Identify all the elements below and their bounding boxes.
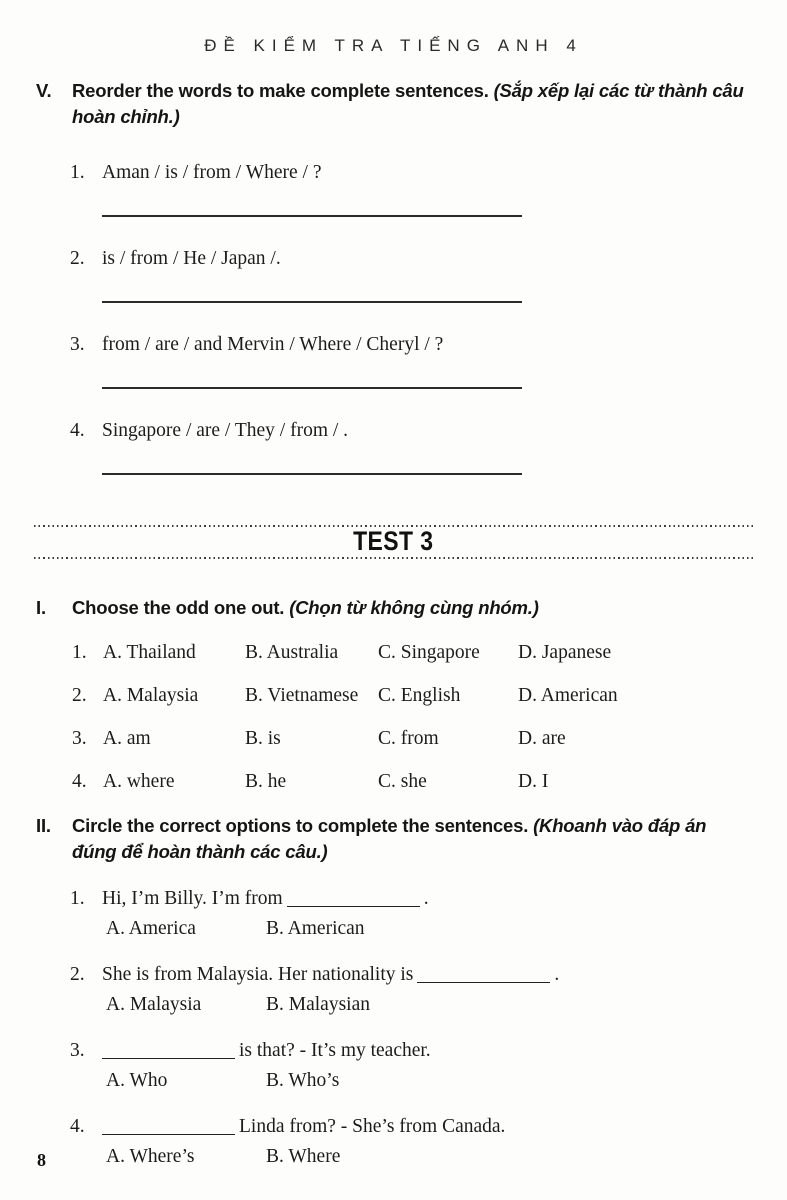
sentence-post: is that? - It’s my teacher. (239, 1040, 431, 1062)
circle-options-4 (106, 1145, 753, 1169)
fill-blank (417, 980, 550, 983)
sentence (102, 963, 559, 987)
option-c: C. she (378, 770, 427, 792)
sentence-post: Linda from? - She’s from Canada. (239, 1116, 506, 1138)
option-a: A. Who (106, 1070, 168, 1092)
option-b: B. is (245, 727, 281, 749)
option-b: B. Australia (245, 641, 339, 663)
reorder-words: from / are / and Mervin / Where / Cheryl / ? (102, 333, 444, 355)
option-a: A. Malaysia (106, 994, 202, 1016)
sentence-post: . (423, 888, 429, 910)
option-b: B. he (245, 770, 287, 792)
item-number: 1. (70, 888, 85, 910)
section-v-title (72, 78, 747, 131)
odd-row-4 (72, 770, 767, 794)
item-number: 1. (72, 641, 87, 663)
circle-options-1 (106, 917, 753, 941)
item-number: 1. (70, 161, 85, 183)
odd-row-3 (72, 727, 767, 751)
answer-line-3 (102, 387, 522, 389)
item-number: 2. (70, 964, 85, 986)
section-v-heading (36, 78, 747, 131)
option-d: D. are (518, 727, 566, 749)
item-number: 4. (70, 419, 85, 441)
book-title: ĐỀ KIỂM TRA TIẾNG ANH 4 (204, 36, 583, 55)
sentence-pre: Hi, I’m Billy. I’m from (102, 888, 283, 910)
option-a: A. Where’s (106, 1146, 195, 1168)
odd-one-out-rows (72, 641, 767, 794)
reorder-item-3 (70, 333, 747, 357)
option-d: D. Japanese (518, 641, 612, 663)
option-a: A. America (106, 918, 196, 940)
item-number: 2. (70, 247, 85, 269)
fill-blank (102, 1132, 235, 1135)
circle-item-4 (70, 1115, 753, 1139)
section-i-title (72, 595, 747, 621)
option-a: A. am (103, 727, 151, 749)
reorder-words: is / from / He / Japan /. (102, 247, 281, 269)
section-ii-title-en: Circle the correct options to complete the sentences. (72, 814, 534, 836)
odd-row-2 (72, 684, 767, 708)
section-v-number: V. (36, 80, 52, 101)
circle-item-2 (70, 963, 753, 987)
test-title-row (34, 527, 753, 557)
option-c: C. English (378, 684, 461, 706)
reorder-item-1 (70, 161, 747, 185)
test-title: TEST 3 (353, 526, 434, 557)
section-i-title-en: Choose the odd one out. (72, 596, 290, 618)
answer-line-1 (102, 215, 522, 217)
circle-options-2 (106, 993, 753, 1017)
fill-blank (287, 904, 420, 907)
reorder-words: Singapore / are / They / from / . (102, 419, 349, 441)
item-number: 4. (70, 1116, 85, 1138)
sentence (102, 1039, 431, 1063)
page-number: 8 (37, 1150, 46, 1170)
odd-row-1 (72, 641, 767, 665)
option-a: A. Thailand (103, 641, 196, 663)
item-number: 3. (70, 333, 85, 355)
sentence (102, 887, 429, 911)
option-b: B. Where (266, 1146, 341, 1168)
circle-options-3 (106, 1069, 753, 1093)
section-v-title-vi: (Sắp xếp lại các từ thành câu hoàn chỉnh.) (72, 80, 744, 128)
reorder-words: Aman / is / from / Where / ? (102, 161, 322, 183)
section-i-title-vi: (Chọn từ không cùng nhóm.) (289, 596, 539, 618)
circle-item-3 (70, 1039, 753, 1063)
option-a: A. where (103, 770, 175, 792)
item-number: 3. (70, 1040, 85, 1062)
item-number: 3. (72, 727, 87, 749)
section-ii-title (72, 813, 747, 866)
reorder-item-2 (70, 247, 747, 271)
section-i-number: I. (36, 596, 46, 618)
option-d: D. I (518, 770, 549, 792)
reorder-item-4 (70, 419, 747, 443)
fill-blank (102, 1056, 235, 1059)
option-b: B. Malaysian (266, 994, 370, 1016)
item-number: 4. (72, 770, 87, 792)
answer-line-4 (102, 473, 522, 475)
option-b: B. American (266, 918, 365, 940)
section-i-heading (36, 595, 747, 621)
section-v-title-en: Reorder the words to make complete sentences. (72, 80, 494, 101)
section-ii-number: II. (36, 814, 51, 836)
option-d: D. American (518, 684, 618, 706)
option-b: B. Vietnamese (245, 684, 359, 706)
sentence (102, 1115, 505, 1139)
test-divider (34, 525, 753, 559)
section-ii-heading (36, 813, 747, 866)
sentence-post: . (554, 964, 560, 986)
answer-line-2 (102, 301, 522, 303)
option-b: B. Who’s (266, 1070, 340, 1092)
section-ii-title-vi: (Khoanh vào đáp án đúng để hoàn thành các câu.) (72, 814, 707, 863)
option-c: C. from (378, 727, 439, 749)
item-number: 2. (72, 684, 87, 706)
sentence-pre: She is from Malaysia. Her nationality is (102, 964, 414, 986)
option-c: C. Singapore (378, 641, 480, 663)
circle-item-1 (70, 887, 753, 911)
option-a: A. Malaysia (103, 684, 199, 706)
